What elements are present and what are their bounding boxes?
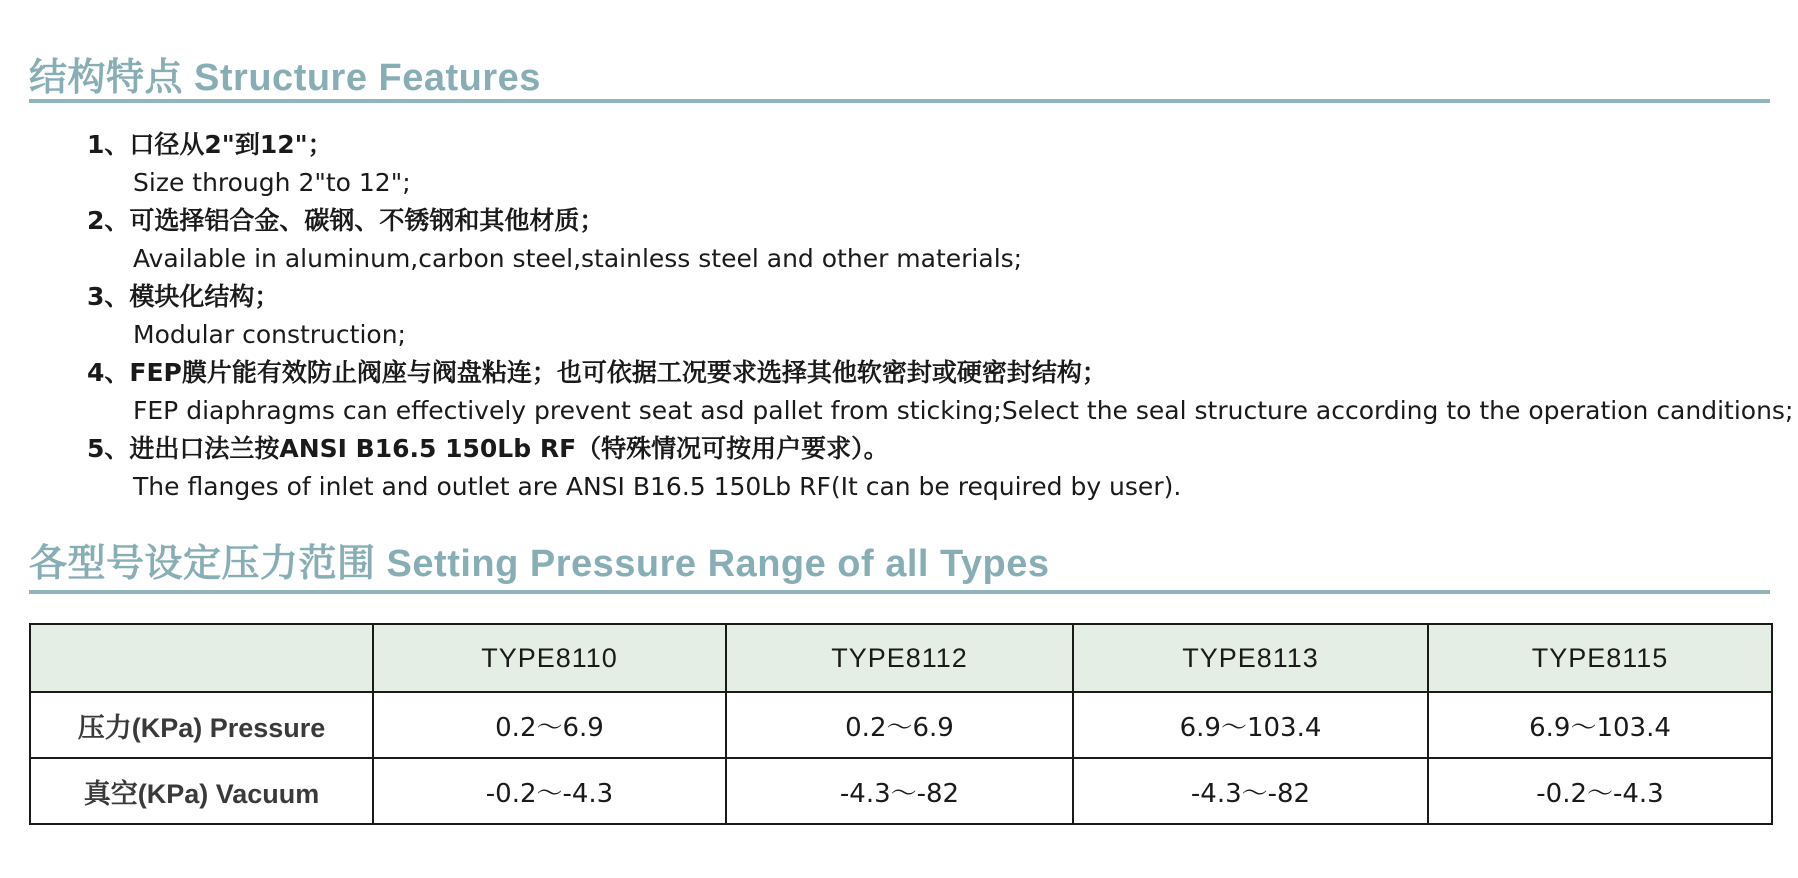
table-cell: 6.9～103.4 (1428, 692, 1772, 758)
feature-text-en: Size through 2"to 12"; (133, 168, 411, 197)
feature-text-cn: 1、口径从2"到12"； (87, 130, 333, 159)
table-cell: 6.9～103.4 (1073, 692, 1428, 758)
feature-text-en: Modular construction; (133, 320, 406, 349)
table-corner-cell (30, 624, 373, 692)
table-cell: -0.2～-4.3 (1428, 758, 1772, 824)
feature-list (87, 126, 1794, 506)
column-header: TYPE8115 (1428, 624, 1772, 692)
feature-text-cn: 5、进出口法兰按ANSI B16.5 150Lb RF（特殊情况可按用户要求）。 (87, 434, 889, 463)
section-divider (29, 590, 1770, 594)
row-header: 真空(KPa) Vacuum (30, 758, 373, 824)
feature-text-cn: 2、可选择铝合金、碳钢、不锈钢和其他材质； (87, 206, 605, 235)
feature-text-cn: 3、模块化结构； (87, 282, 280, 311)
table-cell: -4.3～-82 (726, 758, 1073, 824)
table-cell: -4.3～-82 (1073, 758, 1428, 824)
table-row-vacuum (30, 758, 1772, 824)
feature-text-en: The flanges of inlet and outlet are ANSI B16.5 150Lb RF(It can be required by user). (133, 472, 1182, 501)
feature-item-5 (87, 430, 1787, 506)
table-cell: 0.2～6.9 (726, 692, 1073, 758)
feature-text-en: Available in aluminum,carbon steel,stainless steel and other materials; (133, 244, 1023, 273)
feature-text-cn: 4、FEP膜片能有效防止阀座与阀盘粘连；也可依据工况要求选择其他软密封或硬密封结构； (87, 358, 1107, 387)
pressure-range-table (29, 623, 1773, 825)
column-header: TYPE8112 (726, 624, 1073, 692)
section-title-pressure-range: 各型号设定压力范围 Setting Pressure Range of all Types (29, 543, 1050, 585)
table-cell: 0.2～6.9 (373, 692, 726, 758)
feature-item-1 (87, 126, 1787, 202)
section-divider (29, 99, 1770, 103)
column-header: TYPE8110 (373, 624, 726, 692)
table-row-pressure (30, 692, 1772, 758)
feature-text-en: FEP diaphragms can effectively prevent seat asd pallet from sticking;Select the seal structure according to the operation canditions; (133, 396, 1794, 425)
section-title-structure-features: 结构特点 Structure Features (29, 57, 541, 99)
feature-item-4 (87, 354, 1794, 430)
column-header: TYPE8113 (1073, 624, 1428, 692)
feature-item-3 (87, 278, 1787, 354)
table-header-row (30, 624, 1772, 692)
row-header: 压力(KPa) Pressure (30, 692, 373, 758)
feature-item-2 (87, 202, 1787, 278)
table-cell: -0.2～-4.3 (373, 758, 726, 824)
